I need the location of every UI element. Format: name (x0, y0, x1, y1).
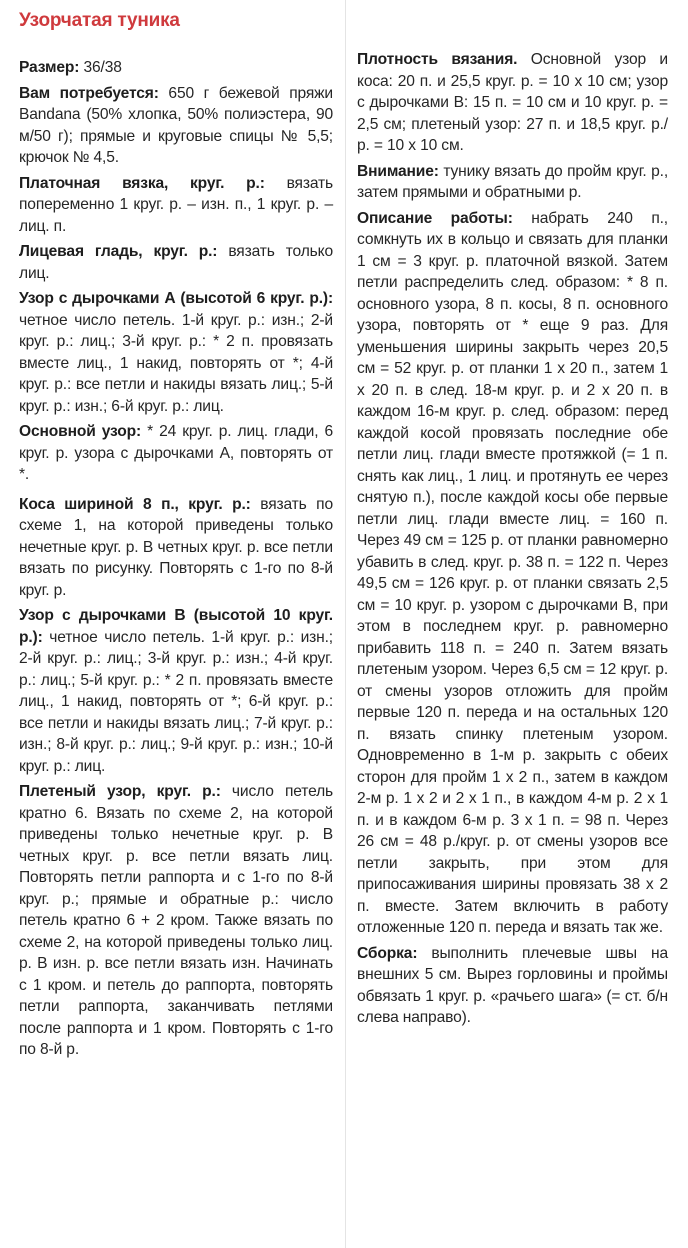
text-cable: вязать по схеме 1, на которой приведены только нечетные круг. р. В четных круг. р. все петли вязать по рисунку. Повторять с 1-го по 8-й круг. р. (19, 495, 333, 599)
heading-eyelet-b: Узор с дырочками В (высотой 10 круг. р.): (19, 607, 333, 646)
text-gauge: Основной узор и коса: 20 п. и 25,5 круг. р. = 10 х 10 см; узор с дырочками В: 15 п. = 10 см и 10 круг. р. = 2,5 см; плетеный узор: 27 п. и 18,5 круг. р./р. = 10 х 10 см. (357, 51, 668, 154)
heading-assembly: Сборка: (357, 944, 418, 962)
text-materials: 650 г бежевой пряжи Bandana (50% хлопка, 50% полиэстера, 90 м/50 г); прямые и круговые спицы № 5,5; крючок № 4,5. (19, 84, 333, 166)
text-instructions: набрать 240 п., сомкнуть их в кольцо и связать для планки 1 см = 3 круг. р. платочной вязкой. Затем петли распределить след. образом: * 8 п. основного узора, 8 п. косы, 8 п. основного узора, повторять от * еще 9 раз. Для уменьшения ширины закрыть через 20,5 см = 52 круг. р. от планки 1 х 20 п., затем 1 х 20 п. в след. 18-м круг. р. и 2 х 20 п. в каждом 16-м круг. р. след. образом: перед каждой косой провязать последние обе петли лиц. глади вместе протяжкой (= 1 п. снять как лиц., 1 лиц. и протянуть ее через снятую п.), после каждой косы обе первые петли лиц. глади вместе лиц. = 160 п. Через 49 см = 125 р. от планки равномерно убавить в след. круг. р. 38 п. = 122 п. Через 49,5 см = 126 круг. р. от планки связать 2,5 см = 10 круг. р. узором с дырочками В, при этом в последнем круг. р. равномерно прибавить 118 п. = 240 п. Затем вязать плетеным узором. Через 6,5 см = 12 круг. р. от смены узоров отложить для пройм первые 120 п. переда и на остальных 120 п. вязать спинку плетеным узором. Одновременно в 1-м р. закрыть с обеих сторон для пройм 1 х 2 п., затем в каждом 2-м р. 1 х 2 и 2 х 1 п., в каждом 4-м р. 2 х 1 п. и в каждом 6-м р. 3 х 1 п. = 98 п. Через 26 см = 48 р./круг. р. от смены узоров все петли закрыть, при этом для припосаживания ширины провязать 38 х 2 п. вместе. Затем включить в работу отложенные 120 п. переда и вязать так же. (357, 209, 668, 936)
heading-main-pattern: Основной узор: (19, 423, 142, 440)
left-column (19, 57, 333, 1065)
text-main-pattern: * 24 круг. р. лиц. глади, 6 круг. р. узора с дырочками А, повторять от *. (19, 423, 333, 483)
heading-size: Размер: (19, 59, 80, 76)
text-garter-stitch: вязать попеременно 1 круг. р. – изн. п., 1 круг. р. – лиц. п. (19, 174, 333, 235)
page-title: Узорчатая туника (19, 10, 180, 31)
heading-eyelet-a: Узор с дырочками А (высотой 6 круг. р.): (19, 290, 333, 307)
paragraph-braided-pattern (19, 781, 333, 1061)
heading-attention: Внимание: (357, 162, 439, 180)
paragraph-eyelet-a (19, 288, 333, 417)
text-attention: тунику вязать до пройм круг. р., затем прямыми и обратными р. (357, 162, 668, 201)
heading-garter-stitch: Платочная вязка, круг. р.: (19, 174, 265, 192)
heading-stockinette: Лицевая гладь, круг. р.: (19, 243, 218, 260)
heading-gauge: Плотность вязания. (357, 51, 518, 68)
paragraph-size (19, 57, 333, 79)
heading-braided-pattern: Плетеный узор, круг. р.: (19, 783, 221, 800)
text-stockinette: вязать только лиц. (19, 243, 333, 282)
text-braided-pattern: число петель кратно 6. Вязать по схеме 2, на которой приведены только нечетные круг. р. В четных круг. р. все петли вязать лиц. Повторять петли раппорта и с 1-го по 8-й круг. р.; прямые и обратные р.: число петель кратно 6 + 2 кром. Также вязать по схеме 2, на которой приведены только лиц. р. В изн. р. все петли вязать изн. Начинать с 1 кром. и петель до раппорта, повторять петли раппорта, заканчивать петлями после раппорта и 1 кром. Повторять с 1-го по 8-й р. (19, 783, 333, 1058)
column-divider (345, 0, 346, 1248)
paragraph-instructions (357, 208, 668, 939)
paragraph-stockinette (19, 241, 333, 284)
heading-materials: Вам потребуется: (19, 84, 159, 102)
text-eyelet-a: четное число петель. 1-й круг. р.: изн.; 2-й круг. р.: лиц.; 3-й круг. р.: * 2 п. провязать вместе лиц., 1 накид, повторять от *; 4-й круг. р.: все петли и накиды вязать лиц.; 5-й круг. р.: изн.; 6-й круг. р.: лиц. (19, 311, 333, 415)
paragraph-cable (19, 494, 333, 602)
paragraph-assembly (357, 943, 668, 1029)
paragraph-eyelet-b (19, 605, 333, 777)
heading-cable: Коса шириной 8 п., круг. р.: (19, 495, 251, 513)
paragraph-main-pattern (19, 421, 333, 486)
heading-instructions: Описание работы: (357, 209, 513, 227)
paragraph-garter-stitch (19, 173, 333, 238)
text-assembly: выполнить плечевые швы на внешних 5 см. Вырез горловины и проймы обвязать 1 круг. р. «рачьего шага» (= ст. б/н слева направо). (357, 944, 668, 1026)
paragraph-attention (357, 161, 668, 204)
right-column (357, 49, 668, 1033)
text-eyelet-b: четное число петель. 1-й круг. р.: изн.; 2-й круг. р.: лиц.; 3-й круг. р.: изн.; 4-й круг. р.: лиц.; 5-й круг. р.: * 2 п. провязать вместе лиц., 1 накид, повторять от *; 6-й круг. р.: все петли и накиды вязать лиц.; 7-й круг. р.: изн.; 8-й круг. р.: лиц.; 9-й круг. р.: изн.; 10-й круг. р.: лиц. (19, 628, 333, 775)
paragraph-gauge (357, 49, 668, 157)
paragraph-materials (19, 83, 333, 169)
text-size: 36/38 (79, 59, 122, 76)
